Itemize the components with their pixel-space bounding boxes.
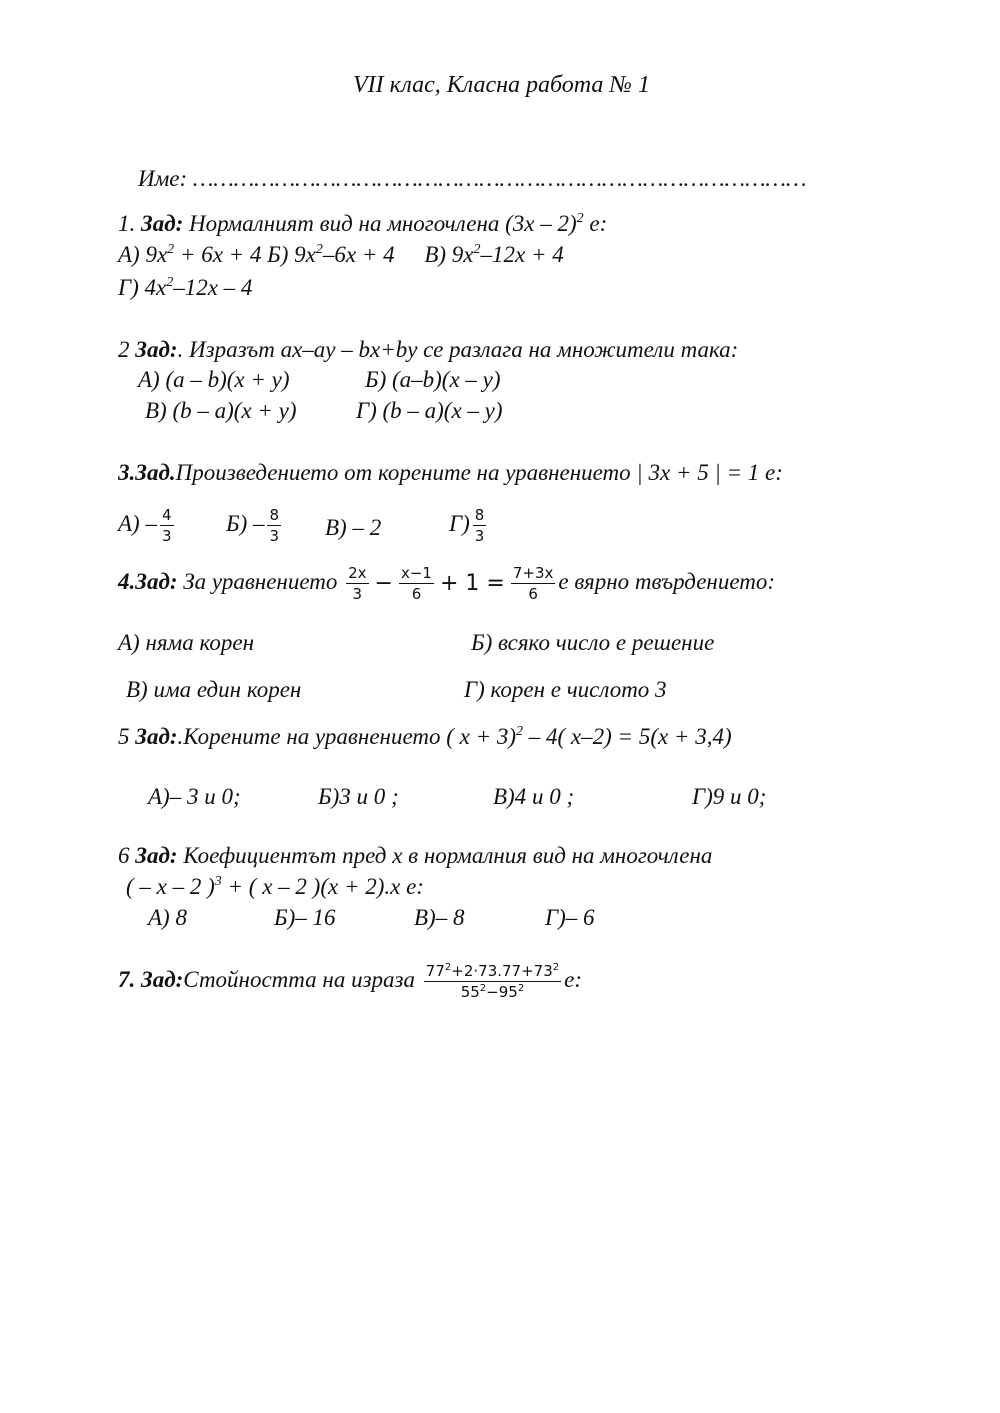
q5-exponent: 2 [516,724,524,739]
q3-option-b-fraction: $\frac{8}{3}$ [269,506,280,545]
q4-text-end: е вярно твърдението: [558,568,775,594]
q5-text-end: – 4( x–2) = 5(x + 3,4) [523,724,732,749]
q7-fraction: $\frac{77^2+2\cdot 73.77+73^2}{55^2-95^2}$ [425,962,560,1001]
q5-option-v: В)4 и 0 ; [493,784,575,809]
q2-text: . Изразът ax–ay – bx+by се разлага на множители така: [177,337,739,362]
question-1-stem [118,211,607,237]
q2-option-g: Г) (b – a)(x – y) [356,398,503,423]
question-2-stem [118,337,738,363]
q2-label: Зад: [135,337,178,362]
q1-exponent: 2 [576,211,584,226]
q2-option-b: Б) (a–b)(x – y) [365,367,501,392]
q4-plus-one: + 1 = [439,571,505,596]
q6-option-b: Б)– 16 [274,905,336,930]
q2-option-a: А) (a – b)(x + y) [138,367,290,392]
q4-option-v: В) има един корен [126,677,302,702]
question-7-stem [118,962,582,1001]
q1-number: 1. [118,211,136,236]
q7-text: Стойността на израза [183,966,416,992]
question-1-options-row-1 [118,242,564,268]
q5-number: 5 [118,724,130,749]
q1-text-end: e: [589,211,608,236]
name-line [138,166,806,192]
q4-fraction-2: $\frac{x-1}{6}$ [400,564,432,603]
q6-option-v: В)– 8 [414,905,465,930]
q7-label: 7. Зад: [118,966,184,992]
q3-option-v: В) – 2 [325,515,382,540]
q1-option-g: Г) $4x^2-12x - 4$ [118,275,253,300]
q6-text: Коефициентът пред x в нормалния вид на многочлена [183,843,713,868]
q6-label: Зад: [135,843,178,868]
q5-option-b: Б)3 и 0 ; [318,784,399,809]
question-4-stem [118,564,775,603]
q3-option-b: Б) – $\frac{8}{3}$ [226,506,280,545]
question-3-stem [118,460,783,486]
q6-option-a: А) 8 [148,905,187,930]
question-6-stem [118,843,712,869]
q4-option-a: А) няма корен [118,630,254,655]
q5-option-g: Г)9 и 0; [692,784,767,809]
q2-number: 2 [118,337,130,362]
q3-option-g: Г) $\frac{8}{3}$ [449,506,485,545]
q4-minus-sign: − [374,571,393,596]
q1-option-v: В) $9x^2-12x + 4$ [424,242,564,267]
q1-option-b: Б) $9x^2-6x + 4$ [267,242,395,267]
q4-option-b: Б) всяко число е решение [471,630,715,655]
q4-label: 4.Зад: [118,568,178,594]
q6-expression: ( – x – 2 )$^3$ + ( x – 2 )(x + 2).x е: [126,874,424,899]
q5-label: Зад: [135,724,178,749]
q3-option-g-fraction: $\frac{8}{3}$ [474,506,485,545]
q7-text-end: е: [564,966,582,992]
page-title: VII клас, Класна работа № 1 [353,72,651,98]
q3-label: 3.Зад. [118,460,176,485]
q4-text: За уравнението [183,568,338,594]
q3-text: Произведението от корените на уравнението | 3x + 5 | = 1 е: [175,460,783,485]
name-blank: ……………………………………………………………………………… [192,166,807,191]
q6-option-g: Г)– 6 [545,905,595,930]
q3-option-a: А) – $\frac{4}{3}$ [118,506,172,545]
q5-text: .Корените на уравнението ( x + 3) [177,724,517,749]
q5-option-a: А)– 3 и 0; [148,784,241,809]
q4-fraction-3: $\frac{7+3x}{6}$ [512,564,554,603]
q2-option-v: В) (b – a)(x + y) [145,398,297,423]
q6-number: 6 [118,843,130,868]
name-label: Име: [138,166,188,191]
q3-option-a-fraction: $\frac{4}{3}$ [161,506,172,545]
q1-label: Зад: [141,211,184,236]
q1-option-a: А) $9x^2 + 6x + 4$ [118,242,262,267]
question-5-stem [118,724,732,750]
q4-option-g: Г) корен е числото 3 [464,677,667,702]
q1-text: Нормалният вид на многочлена (3x – 2) [189,211,577,236]
q4-fraction-1: $\frac{2x}{3}$ [348,564,367,603]
